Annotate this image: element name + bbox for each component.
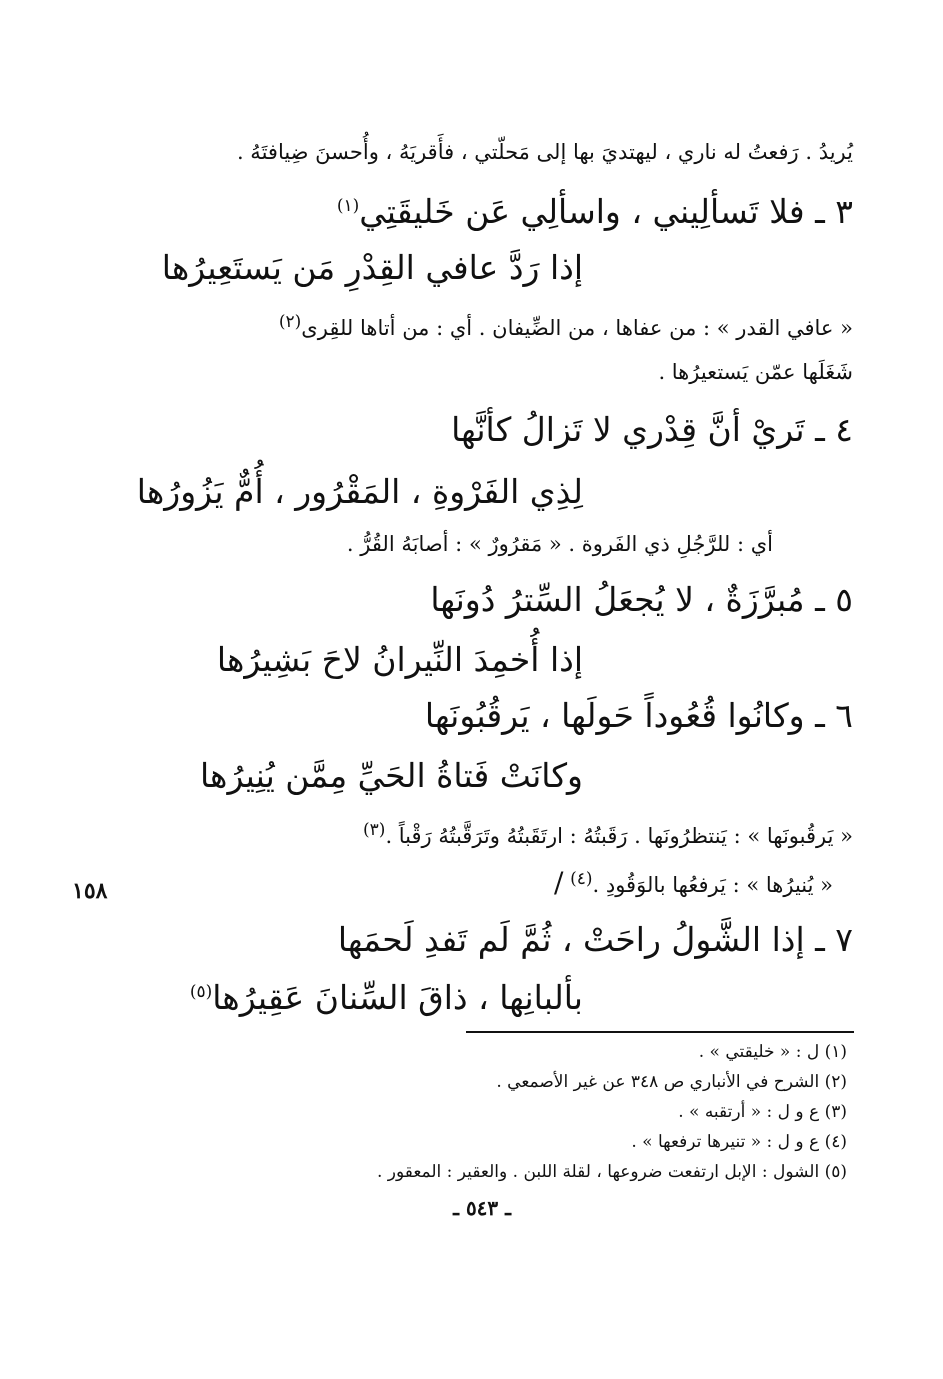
- verse-4-second-half: لِذِي الفَرْوةِ ، المَقْرُور ، أُمٌّ يَزُورُها: [136, 472, 583, 511]
- verse-3-first-half: ٣ ـ فلا تَسألِيني ، واسألِي عَن خَليقَتِي$^{(١)}$: [336, 192, 853, 231]
- footnote-ref-2: (٢): [278, 312, 302, 332]
- prose-line-1: يُريدُ . رَفعتُ له ناري ، ليهتديَ بها إلى مَحلّتي ، فأَقريَهُ ، وأُحسنَ ضِيافتَهُ .: [236, 140, 853, 164]
- commentary-line-2: شَغَلَها عمّن يَستعيرُها .: [658, 360, 853, 384]
- verse-4-first-half: ٤ ـ تَريْ أنَّ قِدْري لا تَزالُ كأنَّها: [451, 410, 853, 449]
- commentary-line-4: « يَرقُبونَها » : يَنتظرُونَها . رَقَبتُهُ : ارتَقَبتُهُ وتَرَقَّبتُهُ رَقْباً .$^{(٣)}$: [363, 820, 853, 848]
- footnote-ref-1: (١): [336, 196, 360, 216]
- commentary-line-1: « عافي القدر » : من عفاها ، من الضِّيفان . أي : من أتاها للقِرى$^{(٢)}$: [278, 312, 853, 340]
- footnote-ref-3: (٣): [363, 820, 386, 840]
- page-number: ـ ٥٤٣ ـ: [453, 1196, 511, 1220]
- footnote-2: (٢) الشرح في الأنباري ص ٣٤٨ عن غير الأصمعي .: [496, 1072, 847, 1092]
- footnote-divider: [466, 1031, 854, 1033]
- footnote-ref-5: (٥): [189, 982, 213, 1002]
- footnote-1: (١) ل : « خليقتي » .: [698, 1042, 847, 1062]
- slash-mark: /: [553, 866, 564, 899]
- footnote-4: (٤) ع و ل : « تنيرها ترفعها » .: [631, 1132, 847, 1152]
- footnote-3: (٣) ع و ل : « أرتقبه » .: [678, 1102, 847, 1122]
- verse-5-first-half: ٥ ـ مُبرَّزَةٌ ، لا يُجعَلُ السِّترُ دُونَها: [430, 580, 853, 619]
- commentary-line-3: أي : للرَّجُلِ ذي الفَروة . « مَقرُورٌ » : أصابَهُ القُرُّ .: [346, 532, 773, 556]
- footnote-5: (٥) الشول : الإبل ارتفعت ضروعها ، لقلة اللبن . والعقير : المعقور .: [376, 1162, 847, 1182]
- verse-7-first-half: ٧ ـ إذا الشَّولُ راحَتْ ، ثُمَّ لَم تَفدِ لَحمَها: [337, 920, 853, 959]
- margin-page-number: ١٥٨: [72, 878, 108, 904]
- footnote-ref-4: (٤): [570, 869, 593, 889]
- verse-5-second-half: إذا أُخمِدَ النِّيرانُ لاحَ بَشِيرُها: [216, 640, 583, 679]
- verse-6-first-half: ٦ ـ وكانُوا قُعُوداً حَولَها ، يَرقُبُونَها: [424, 696, 853, 735]
- verse-7-second-half: بألبانِها ، ذاقَ السِّنانَ عَقِيرُها$^{(٥)}$: [189, 978, 583, 1017]
- verse-6-second-half: وكانَتْ فَتاةُ الحَيِّ مِمَّن يُنِيرُها: [200, 756, 583, 795]
- verse-3-second-half: إذا رَدَّ عافي القِدْرِ مَن يَستَعِيرُها: [161, 248, 583, 287]
- commentary-line-5: « يُنيرُها » : يَرفعُها بالوَقُودِ .$^{(٤)}$ /: [553, 866, 833, 899]
